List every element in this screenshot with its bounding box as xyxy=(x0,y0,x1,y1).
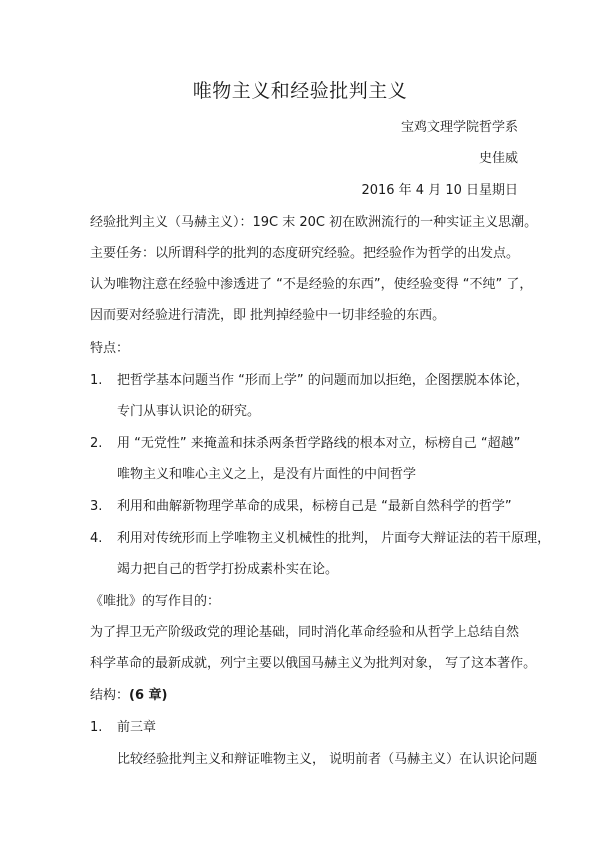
intro-line: 因而要对经验进行清洗，即 批判掉经验中一切非经验的东西。 xyxy=(90,308,446,323)
feature-number: 1. xyxy=(90,373,103,388)
feature-text-continued: 专门从事认识论的研究。 xyxy=(117,404,261,419)
intro-line: 认为唯物注意在经验中渗透进了 “不是经验的东西”，使经验变得 “不纯” 了， xyxy=(90,277,533,292)
feature-item xyxy=(90,527,550,546)
structure-label: 前三章 xyxy=(117,720,157,735)
feature-text-continued: 唯物主义和唯心主义之上，是没有片面性的中间哲学 xyxy=(117,467,417,482)
feature-number: 4. xyxy=(90,531,103,546)
features-heading: 特点： xyxy=(90,341,130,356)
purpose-line: 为了捍卫无产阶级政党的理论基础，同时消化革命经验和从哲学上总结自然 xyxy=(90,625,520,640)
feature-item xyxy=(90,369,529,388)
purpose-line: 科学革命的最新成就，列宁主要以俄国马赫主义为批判对象， 写了这本著作。 xyxy=(90,656,537,671)
purpose-heading: 《唯批》的写作目的： xyxy=(90,594,221,609)
author: 史佳威 xyxy=(478,151,518,166)
structure-chapter-count: (6 章) xyxy=(129,688,168,703)
institution: 宝鸡文理学院哲学系 xyxy=(400,120,518,135)
feature-text: 把哲学基本问题当作 “形而上学” 的问题而加以拒绝，企图摆脱本体论， xyxy=(117,373,529,388)
structure-description: 比较经验批判主义和辩证唯物主义， 说明前者（马赫主义）在认识论问题 xyxy=(117,752,538,767)
feature-text-continued: 竭力把自己的哲学打扮成素朴实在论。 xyxy=(117,562,339,577)
intro-line: 主要任务：以所谓科学的批判的态度研究经验。把经验作为哲学的出发点。 xyxy=(90,246,520,261)
feature-text: 利用和曲解新物理学革命的成果，标榜自己是 “最新自然科学的哲学” xyxy=(117,499,512,514)
feature-text: 用 “无党性” 来掩盖和抹杀两条哲学路线的根本对立，标榜自己 “超越” xyxy=(117,436,521,451)
document-title: 唯物主义和经验批判主义 xyxy=(192,80,408,102)
structure-heading: 结构： xyxy=(90,688,130,703)
intro-line: 经验批判主义（马赫主义）：19C 末 20C 初在欧洲流行的一种实证主义思潮。 xyxy=(90,215,538,230)
date: 2016 年 4 月 10 日星期日 xyxy=(361,183,518,198)
feature-text: 利用对传统形而上学唯物主义机械性的批判， 片面夸大辩证法的若干原理， xyxy=(117,531,551,546)
feature-item xyxy=(90,432,520,451)
feature-number: 2. xyxy=(90,436,103,451)
structure-heading-line xyxy=(90,684,167,703)
feature-number: 3. xyxy=(90,499,103,514)
structure-number: 1. xyxy=(90,720,103,735)
feature-item xyxy=(90,495,512,514)
structure-item xyxy=(90,716,156,735)
